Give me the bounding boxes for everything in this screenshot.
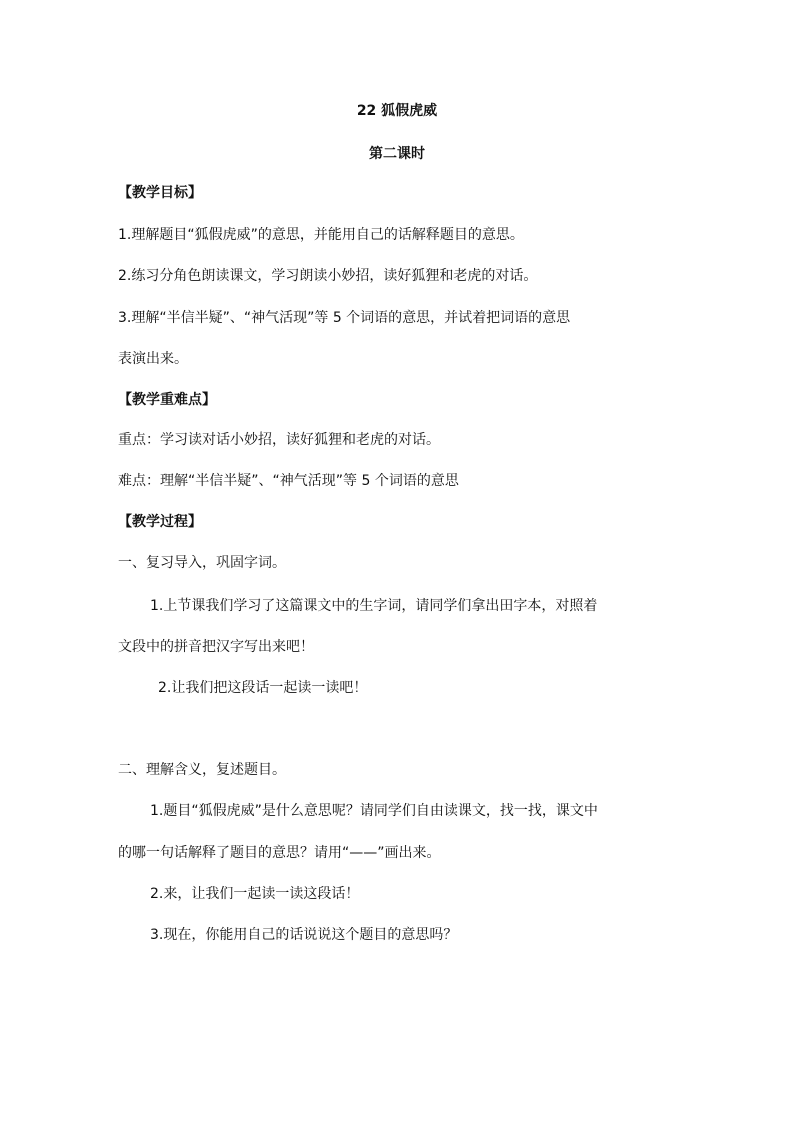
process-heading: 【教学过程】	[118, 514, 202, 530]
section-line: 3.现在，你能用自己的话说说这个题目的意思吗？	[150, 927, 458, 943]
key-point-item: 重点：学习读对话小妙招，读好狐狸和老虎的对话。	[118, 432, 440, 448]
key-points-heading: 【教学重难点】	[118, 392, 216, 408]
section-line: 2.来，让我们一起读一读这段话！	[150, 886, 360, 902]
section-line: 1.上节课我们学习了这篇课文中的生字词，请同学们拿出田字本，对照着	[150, 598, 598, 614]
section-heading: 一、复习导入，巩固字词。	[118, 555, 286, 571]
section-heading: 二、理解含义，复述题目。	[118, 762, 286, 778]
goal-item: 3.理解“半信半疑”、“神气活现”等 5 个词语的意思，并试着把词语的意思	[118, 310, 571, 326]
section-line: 的哪一句话解释了题目的意思？请用“——”画出来。	[118, 845, 441, 861]
goal-item: 1.理解题目“狐假虎威”的意思，并能用自己的话解释题目的意思。	[118, 227, 524, 243]
goal-item-continuation: 表演出来。	[118, 351, 188, 367]
goals-heading: 【教学目标】	[118, 185, 202, 201]
document-subtitle: 第二课时	[369, 146, 425, 162]
goal-item: 2.练习分角色朗读课文，学习朗读小妙招，读好狐狸和老虎的对话。	[118, 268, 538, 284]
key-point-item: 难点：理解“半信半疑”、“神气活现”等 5 个词语的意思	[118, 473, 459, 489]
document-title: 22 狐假虎威	[356, 103, 438, 119]
section-line: 1.题目“狐假虎威”是什么意思呢？请同学们自由读课文，找一找，课文中	[150, 803, 598, 819]
section-line: 2.让我们把这段话一起读一读吧！	[158, 680, 368, 696]
section-line: 文段中的拼音把汉字写出来吧！	[118, 639, 314, 655]
